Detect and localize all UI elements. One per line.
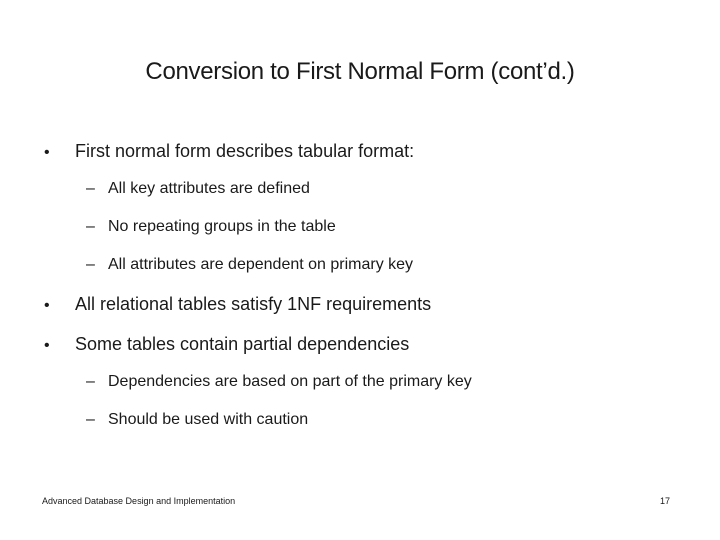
bullet-text: All relational tables satisfy 1NF requirements: [75, 294, 432, 314]
sub-bullet-text: Dependencies are based on part of the primary key: [108, 373, 472, 390]
bullet-item: [44, 139, 414, 165]
footer-page-number: 17: [659, 496, 670, 506]
footer-course-title: Advanced Database Design and Implementation: [42, 496, 236, 506]
sub-bullet-text: Should be used with caution: [108, 411, 309, 428]
sub-bullet-text: No repeating groups in the table: [108, 218, 336, 235]
sub-bullet-text: All attributes are dependent on primary key: [108, 256, 414, 273]
dash-marker: –: [86, 411, 95, 428]
dash-marker: –: [86, 256, 95, 273]
bullet-item: [44, 332, 409, 358]
bullet-item: [44, 292, 431, 318]
bullet-marker: •: [44, 144, 50, 161]
slide-title: Conversion to First Normal Form (cont’d.): [145, 58, 575, 85]
bullet-text: Some tables contain partial dependencies: [75, 334, 410, 354]
sub-bullet-item: [86, 408, 308, 432]
dash-marker: –: [86, 218, 95, 235]
sub-bullet-item: [86, 253, 413, 277]
sub-bullet-item: [86, 177, 310, 201]
bullet-marker: •: [44, 337, 50, 354]
bullet-marker: •: [44, 297, 50, 314]
dash-marker: –: [86, 180, 95, 197]
dash-marker: –: [86, 373, 95, 390]
sub-bullet-text: All key attributes are defined: [108, 180, 310, 197]
sub-bullet-item: [86, 215, 336, 239]
sub-bullet-item: [86, 370, 472, 394]
bullet-text: First normal form describes tabular format:: [75, 141, 415, 161]
